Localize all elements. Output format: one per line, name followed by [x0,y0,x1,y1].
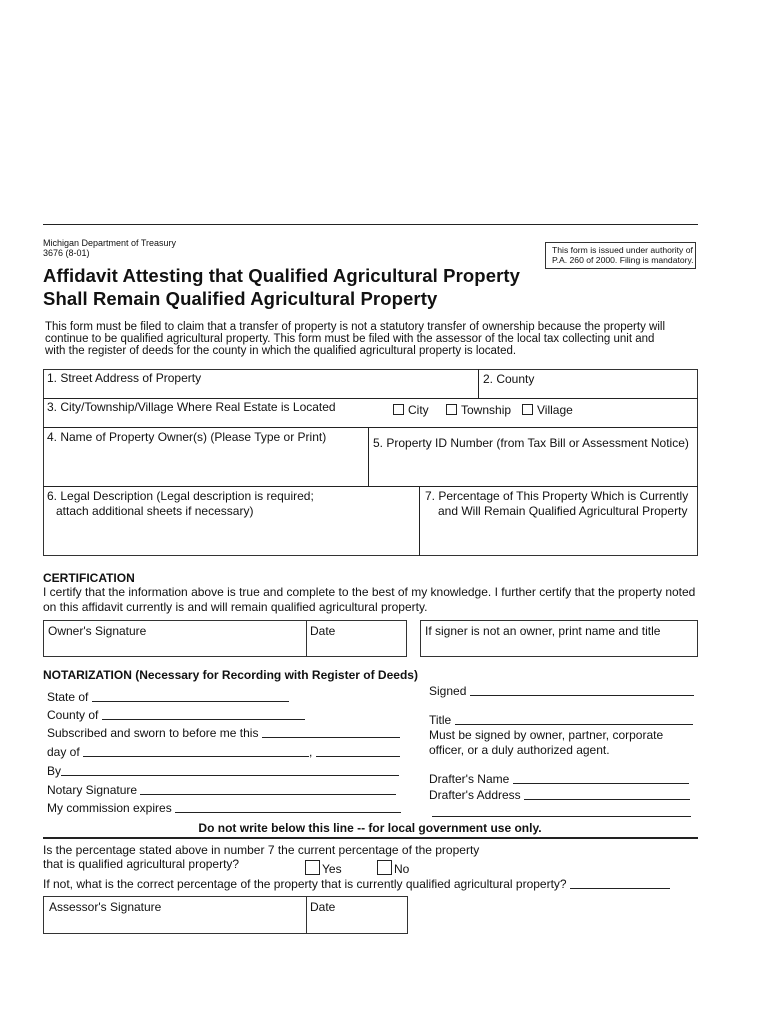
grid-line-row1 [43,398,698,399]
notary-signature-blank[interactable] [140,783,396,795]
certification-line-1: I certify that the information above is true and complete to the best of my knowledge. I further certify that the property noted [43,585,696,599]
county-label: County of [47,708,99,722]
township-checkbox[interactable] [446,404,457,415]
option-village[interactable] [522,403,573,418]
must-sign-line-1: Must be signed by owner, partner, corporate [429,728,664,742]
option-township[interactable] [446,403,511,418]
drafter-name-label: Drafter's Name [429,772,510,786]
signed-field[interactable] [429,684,694,699]
day-of-field[interactable] [47,745,400,760]
day-of-label: day of [47,745,80,759]
percentage-line-2: and Will Remain Qualified Agricultural Property [438,504,688,518]
township-label: Township [461,403,512,417]
state-label: State of [47,690,89,704]
yes-checkbox[interactable] [305,860,320,875]
legal-description-line-2: attach additional sheets if necessary) [56,504,254,518]
title-blank[interactable] [455,713,693,725]
county-blank[interactable] [102,708,305,720]
percentage-line-1: 7. Percentage of This Property Which is Currently [425,489,689,503]
grid-vline-property-id [368,427,369,487]
signed-blank[interactable] [470,684,694,696]
grid-vline-percentage [419,486,420,556]
form-number: 3676 (8-01) [43,248,90,258]
day-of-blank[interactable] [83,745,309,757]
county-field[interactable]: 2. County [483,372,535,386]
commission-label: My commission expires [47,801,172,815]
notary-state-field[interactable] [47,690,289,705]
drafter-name-blank[interactable] [513,772,689,784]
subscribed-blank[interactable] [262,726,400,738]
signer-name-label: If signer is not an owner, print name and title [425,624,661,638]
authority-box [545,242,696,269]
form-title-line-1: Affidavit Attesting that Qualified Agricultural Property [43,265,521,286]
street-address-field[interactable]: 1. Street Address of Property [47,371,202,385]
day-of-comma: , [309,745,313,759]
legal-description-line-1: 6. Legal Description (Legal description is required; [47,489,314,503]
signed-label: Signed [429,684,467,698]
by-blank[interactable] [61,764,399,776]
assessor-date-box[interactable] [306,896,408,934]
notary-county-field[interactable] [47,708,305,723]
certification-date-box[interactable] [306,620,407,657]
village-label: Village [537,403,573,417]
notarization-heading: NOTARIZATION (Necessary for Recording with Register of Deeds) [43,668,418,682]
must-sign-line-2: officer, or a duly authorized agent. [429,743,610,757]
assessor-signature-label: Assessor's Signature [49,900,162,914]
authority-line-1: This form is issued under authority of [552,245,693,255]
intro-line-2: continue to be qualified agricultural property. This form must be filed with the assessor of the local tax collecting unit and [45,333,655,345]
notary-signature-label: Notary Signature [47,783,138,797]
form-title-line-2: Shall Remain Qualified Agricultural Property [43,288,438,309]
grid-line-row3 [43,486,698,487]
department-name: Michigan Department of Treasury [43,238,177,248]
city-checkbox[interactable] [393,404,404,415]
certification-date-label: Date [310,624,336,638]
percentage-field[interactable] [425,489,688,519]
certification-line-2: on this affidavit currently is and will remain qualified agricultural property. [43,600,428,614]
correct-percentage-field[interactable] [43,877,670,892]
correct-percentage-label: If not, what is the correct percentage of the property that is currently qualified agricultural property? [43,877,567,891]
owner-name-field[interactable]: 4. Name of Property Owner(s) (Please Type or Print) [47,430,327,444]
drafter-name-field[interactable] [429,772,689,787]
legal-description-field[interactable] [47,489,314,519]
yes-label: Yes [322,862,342,876]
no-label: No [394,862,410,876]
by-field[interactable] [47,764,399,779]
assessor-signature-box[interactable] [43,896,307,934]
intro-line-1: This form must be filed to claim that a transfer of property is not a statutory transfer of ownership because the property will [45,321,666,333]
grid-line-row2 [43,427,698,428]
signer-name-box[interactable] [420,620,698,657]
by-label: By [47,764,62,778]
title-label: Title [429,713,452,727]
owner-signature-label: Owner's Signature [48,624,147,638]
subscribed-label: Subscribed and sworn to before me this [47,726,259,740]
owner-signature-box[interactable] [43,620,307,657]
drafter-address-blank[interactable] [524,788,690,800]
city-township-village-field[interactable]: 3. City/Township/Village Where Real Estate is Located [47,400,336,414]
authority-line-2: P.A. 260 of 2000. Filing is mandatory. [552,255,694,265]
state-blank[interactable] [92,690,289,702]
commission-blank[interactable] [175,801,401,813]
local-question-line-1: Is the percentage stated above in number 7 the current percentage of the property [43,843,480,857]
local-use-heading: Do not write below this line -- for local government use only. [198,821,542,835]
header-rule [43,224,698,225]
property-id-field[interactable]: 5. Property ID Number (from Tax Bill or Assessment Notice) [373,436,689,450]
local-question-line-2: that is qualified agricultural property? [43,857,240,871]
city-label: City [408,403,429,417]
local-use-rule [43,837,698,839]
commission-field[interactable] [47,801,401,816]
option-city[interactable] [393,403,429,418]
grid-vline-county [478,369,479,399]
yes-option[interactable] [305,860,342,877]
no-checkbox[interactable] [377,860,392,875]
assessor-date-label: Date [310,900,336,914]
subscribed-field[interactable] [47,726,400,741]
correct-percentage-blank[interactable] [570,877,670,889]
year-blank[interactable] [316,745,400,757]
village-checkbox[interactable] [522,404,533,415]
certification-heading: CERTIFICATION [43,571,135,585]
title-field[interactable] [429,713,693,728]
notary-signature-field[interactable] [47,783,396,798]
intro-line-3: with the register of deeds for the county in which the qualified agricultural property is located. [45,345,517,357]
drafter-address-label: Drafter's Address [429,788,521,802]
drafter-address-field[interactable] [429,788,690,803]
drafter-address-line-2[interactable] [432,816,691,817]
no-option[interactable] [377,860,409,877]
